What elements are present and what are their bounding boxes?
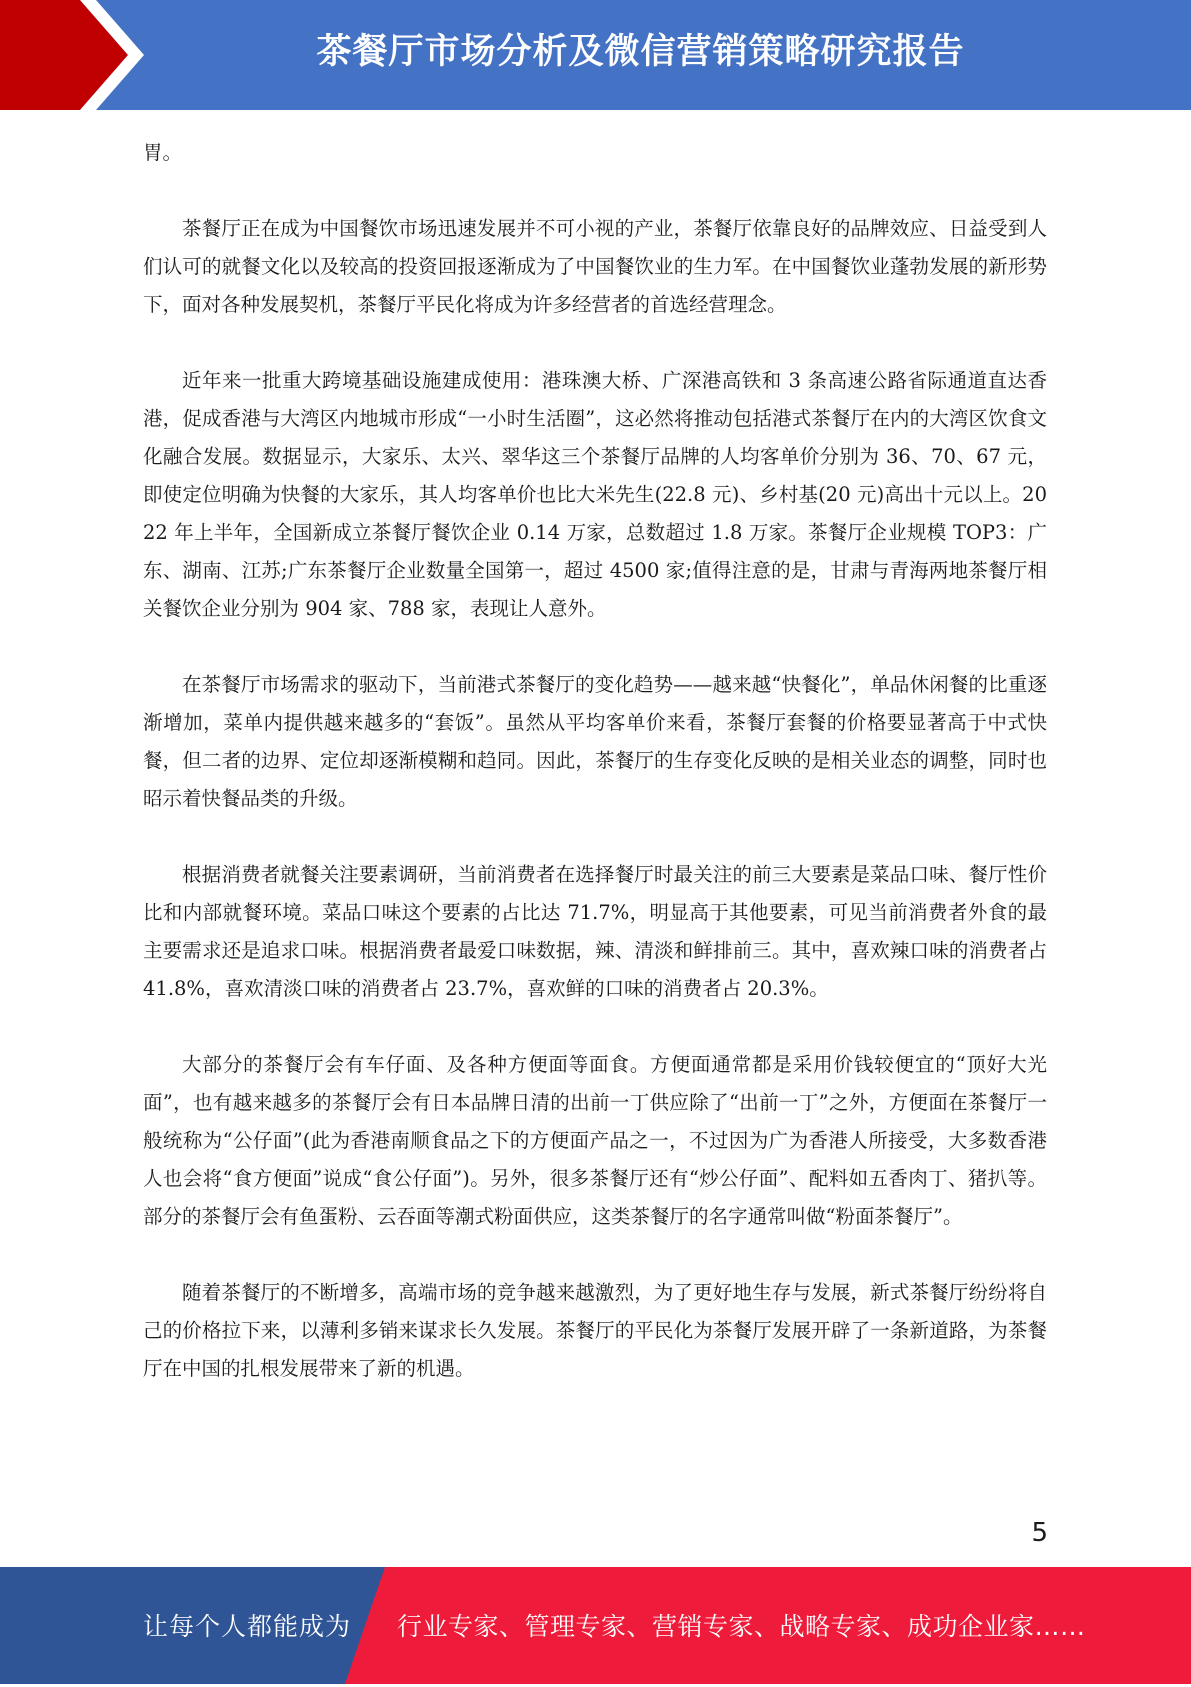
footer-slogan-lead: 让每个人都能成为	[143, 1612, 352, 1641]
paragraph-noodle-offerings: 大部分的茶餐厅会有车仔面、及各种方便面等面食。方便面通常都是采用价钱较便宜的“顶好大光面”，也有越来越多的茶餐厅会有日本品牌日清的出前一丁供应除了“出前一丁”之外，方便面在茶餐厅一般统称为“公仔面”(此为香港南顺食品之下的方便面产品之一，不过因为广为香港人所接受，大多数香港人也会将“食方便面”说成“食公仔面”)。另外，很多茶餐厅还有“炒公仔面”、配料如五香肉丁、猪扒等。部分的茶餐厅会有鱼蛋粉、云吞面等潮式粉面供应，这类茶餐厅的名字通常叫做“粉面茶餐厅”。	[143, 1053, 1047, 1228]
page-header	[0, 0, 1191, 110]
article-body	[143, 134, 1047, 1388]
paragraph-continuation: 胃。	[143, 141, 183, 164]
paragraph-consumer-survey: 根据消费者就餐关注要素调研，当前消费者在选择餐厅时最关注的前三大要素是菜品口味、餐厅性价比和内部就餐环境。菜品口味这个要素的占比达 71.7%，明显高于其他要素，可见当前消费者外食的最主要需求还是追求口味。根据消费者最爱口味数据，辣、清淡和鲜排前三。其中，喜欢辣口味的消费者占 41.8%，喜欢清淡口味的消费者占 23.7%，喜欢鲜的口味的消费者占 20.3%。	[143, 863, 1047, 1000]
paragraph-fast-food-trend: 在茶餐厅市场需求的驱动下，当前港式茶餐厅的变化趋势——越来越“快餐化”，单品休闲餐的比重逐渐增加，菜单内提供越来越多的“套饭”。虽然从平均客单价来看，茶餐厅套餐的价格要显著高于中式快餐，但二者的边界、定位却逐渐模糊和趋同。因此，茶餐厅的生存变化反映的是相关业态的调整，同时也昭示着快餐品类的升级。	[143, 673, 1047, 810]
paragraph-greater-bay-area-data: 近年来一批重大跨境基础设施建成使用：港珠澳大桥、广深港高铁和 3 条高速公路省际通道直达香港，促成香港与大湾区内地城市形成“一小时生活圈”，这必然将推动包括港式茶餐厅在内的大湾区饮食文化融合发展。数据显示，大家乐、太兴、翠华这三个茶餐厅品牌的人均客单价分别为 36、70、67 元，即使定位明确为快餐的大家乐，其人均客单价也比大米先生(22.8 元)、乡村基(20 元)高出十元以上。2022 年上半年，全国新成立茶餐厅餐饮企业 0.14 万家，总数超过 1.8 万家。茶餐厅企业规模 TOP3：广东、湖南、江苏;广东茶餐厅企业数量全国第一，超过 4500 家;值得注意的是，甘肃与青海两地茶餐厅相关餐饮企业分别为 904 家、788 家，表现让人意外。	[143, 369, 1047, 620]
paragraph-affordability: 随着茶餐厅的不断增多，高端市场的竞争越来越激烈，为了更好地生存与发展，新式茶餐厅纷纷将自己的价格拉下来，以薄利多销来谋求长久发展。茶餐厅的平民化为茶餐厅发展开辟了一条新道路，为茶餐厅在中国的扎根发展带来了新的机遇。	[143, 1281, 1047, 1380]
page-number: 5	[1031, 1518, 1048, 1548]
header-chevron-decoration	[0, 0, 160, 110]
report-title: 茶餐厅市场分析及微信营销策略研究报告	[316, 32, 965, 72]
footer-slogan-roles: 行业专家、管理专家、营销专家、战略专家、成功企业家……	[397, 1612, 1086, 1641]
paragraph-industry-overview: 茶餐厅正在成为中国餐饮市场迅速发展并不可小视的产业，茶餐厅依靠良好的品牌效应、日益受到人们认可的就餐文化以及较高的投资回报逐渐成为了中国餐饮业的生力军。在中国餐饮业蓬勃发展的新形势下，面对各种发展契机，茶餐厅平民化将成为许多经营者的首选经营理念。	[143, 217, 1047, 316]
page-footer	[0, 1567, 1191, 1684]
